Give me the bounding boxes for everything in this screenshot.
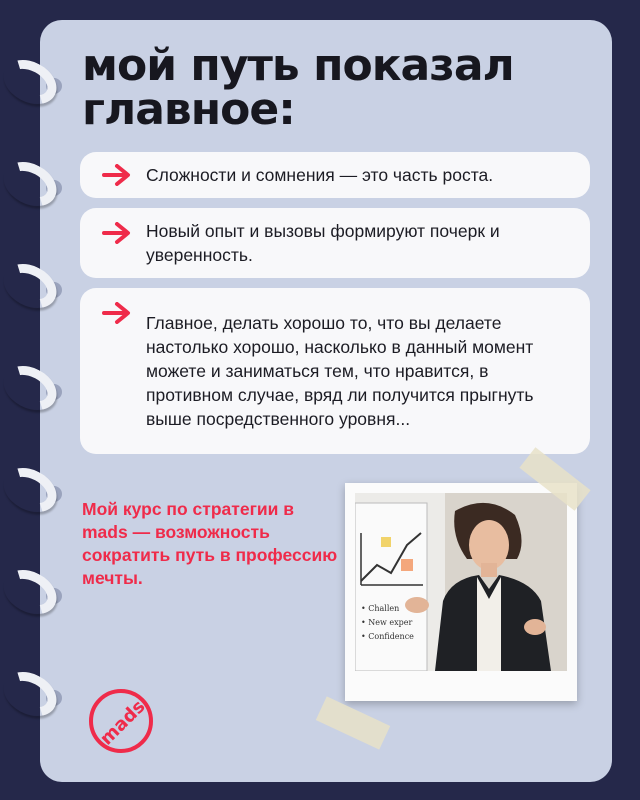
- spiral-ring-icon: [0, 561, 64, 623]
- spiral-ring-icon: [0, 153, 64, 215]
- board-item: • Confidence: [361, 632, 414, 641]
- arrow-right-icon: [102, 302, 132, 324]
- arrow-right-icon: [102, 164, 132, 186]
- point-text: Новый опыт и вызовы формируют почерк и уверенность.: [146, 221, 500, 265]
- board-item: • Challen: [361, 604, 400, 613]
- page-title: мой путь показал главное:: [82, 40, 514, 135]
- point-card: [80, 152, 590, 198]
- spiral-ring-icon: [0, 459, 64, 521]
- board-item: • New exper: [361, 618, 413, 627]
- point-card: [80, 208, 590, 278]
- course-promo-text: Мой курс по стратегии в mads — возможность сократить путь в профессию мечты.: [82, 499, 338, 588]
- mads-logo-icon: [88, 688, 154, 754]
- spiral-ring-icon: [0, 51, 64, 113]
- logo-text: mads: [96, 696, 150, 750]
- spiral-ring-icon: [0, 357, 64, 419]
- point-text: Сложности и сомнения — это часть роста.: [146, 165, 494, 185]
- photo-polaroid: [345, 483, 577, 701]
- presenter-illustration: [355, 493, 567, 671]
- spiral-binding: [0, 0, 80, 800]
- spiral-ring-icon: [0, 255, 64, 317]
- arrow-right-icon: [102, 222, 132, 244]
- spiral-ring-icon: [0, 663, 64, 725]
- presenter-photo: [355, 493, 567, 671]
- point-card: [80, 288, 590, 454]
- point-text: Главное, делать хорошо то, что вы делаете настолько хорошо, насколько в данный момент можете и заниматься тем, что нравится, в противном случае, вряд ли получится прыгнуть выше посредственного уровня...: [146, 313, 534, 429]
